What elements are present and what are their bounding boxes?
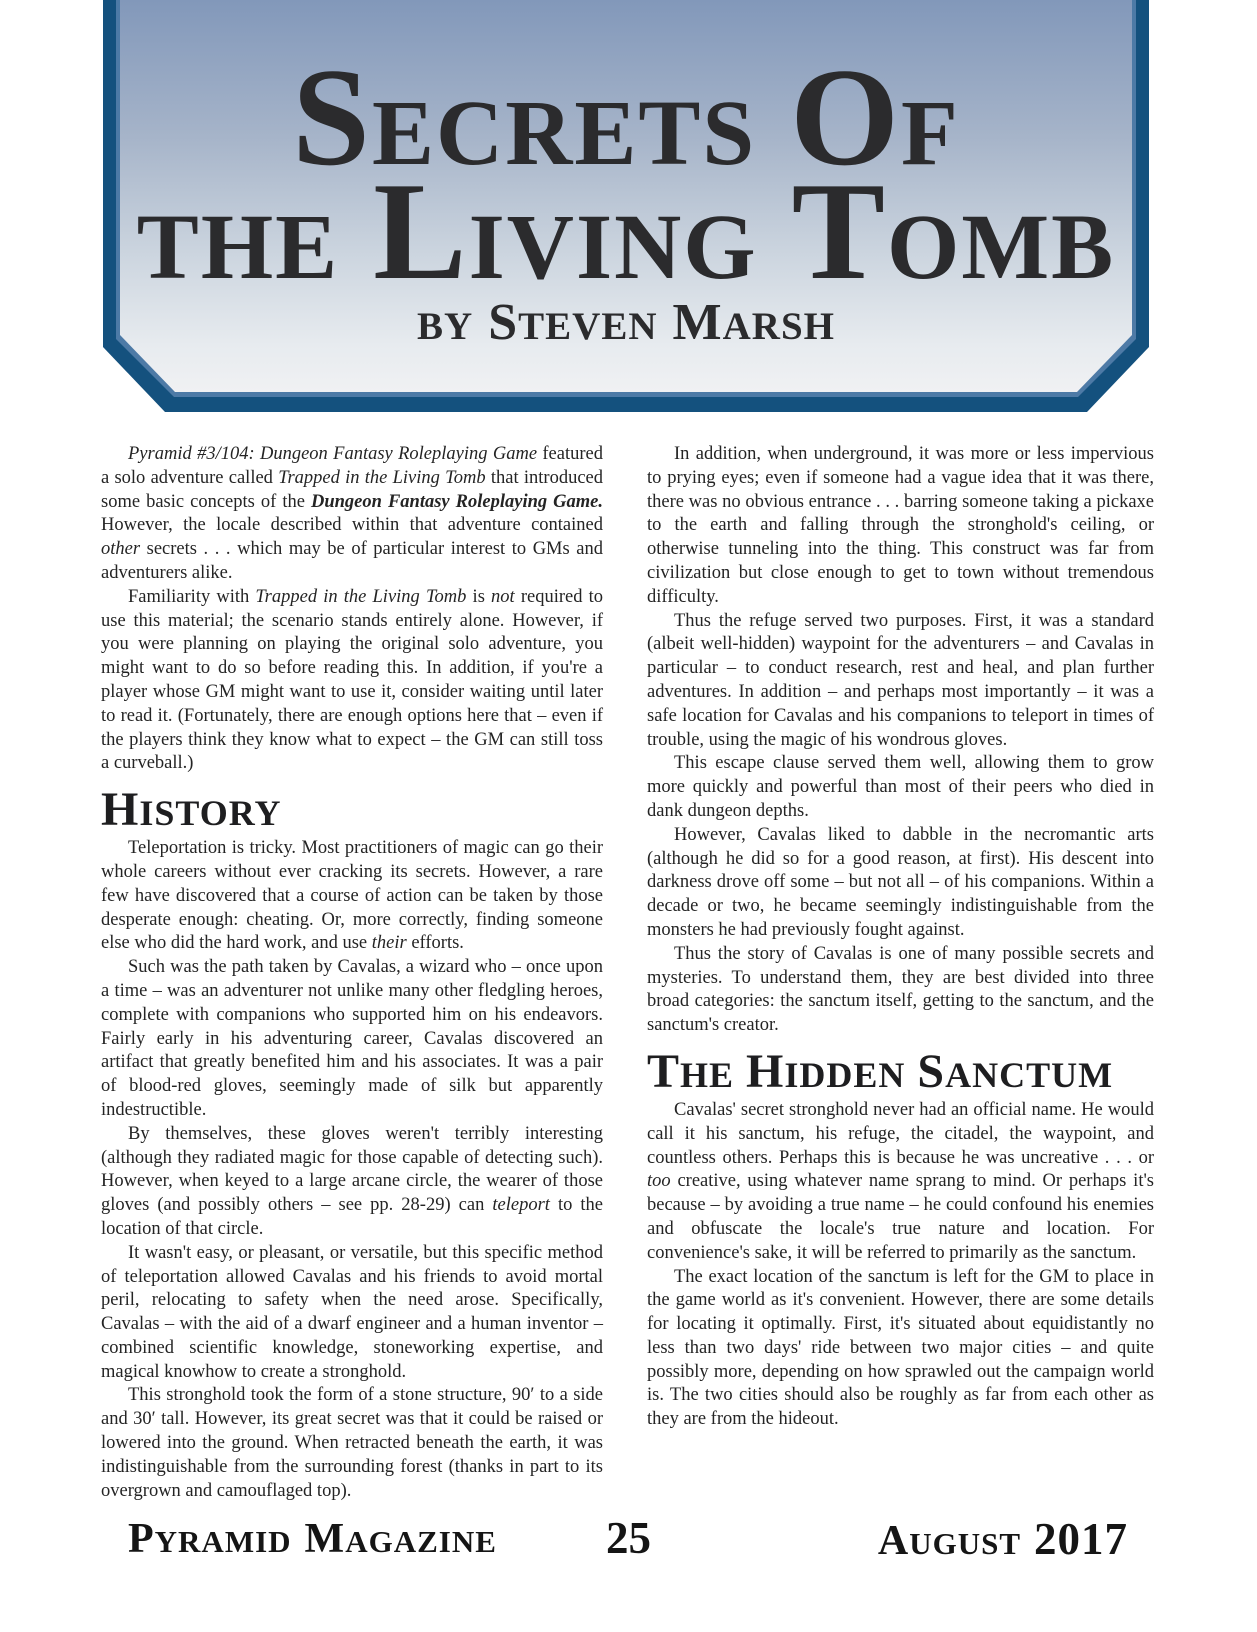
text-run: It wasn't easy, or pleasant, or versatile, but this specific method of teleportation allowed Cavalas and his friends to avoid mortal peril, relocating to safety when the need arose. Specifically, Cavalas – with the aid of a dwarf engineer and a human inventor – combined scientific knowledge, stoneworking expertise, and magical knowhow to create a stronghold. [101,1242,603,1382]
section-heading-the-hidden-sanctum [647,1044,1154,1098]
paragraph [647,752,1154,823]
title-text: THE [136,196,340,299]
paragraph [101,586,603,776]
page-number-text: 25 [606,1513,651,1563]
heading-word [917,1044,1114,1098]
text-run: their [371,933,407,954]
text-run: Dungeon Fantasy Roleplaying Game. [310,491,603,512]
text-run: other [101,539,141,560]
title-text: L [373,154,469,309]
text-run: The exact location of the sanctum is left for the GM to place in the game world as it's convenient. However, there are some details for locating it optimally. First, it's situated about equidistantly no less than two days' ride between two major cities – and quite possibly more, depending on how sprawled out the campaign world is. The two cities should also be roughly as far from each other as they are from the hideout. [647,1266,1154,1430]
text-run: This stronghold took the form of a stone structure, 90′ to a side and 30′ tall. However, its great secret was that it could be raised or lowered into the ground. When retracted beneath the earth, it was indistinguishable from the surrounding forest (thanks in part to its overgrown and camouflaged top). [101,1385,603,1501]
text-run: to the location of that circle. [101,1195,603,1239]
text-run: Familiarity with [128,586,256,607]
footer-word [305,1517,497,1561]
title-word [137,194,339,301]
footer-text: YRAMID [154,1524,292,1559]
text-run: secrets . . . which may be of particular interest to GMs and adventurers alike. [101,539,603,583]
text-run: too [647,1171,671,1192]
byline-text: ARSH [722,305,835,348]
paragraph [101,443,603,586]
footer-text: AGAZINE [345,1524,497,1559]
page-number [606,1513,651,1563]
footer-issue-date [877,1514,1128,1564]
footer-magazine-name [128,1517,497,1561]
text-run: Trapped in the Living Tomb [255,586,467,607]
heading-text: T [647,1044,681,1098]
text-run: Cavalas' secret stronghold never had an official name. He would call it his sanctum, his refuge, the citadel, the waypoint, and countless others. Perhaps this is because he was uncreative . . . or [647,1099,1154,1168]
title-text: IVING [468,196,758,299]
footer-word [128,1517,292,1561]
paragraph [101,837,603,956]
byline-word [672,294,835,351]
title-text: S [292,40,372,195]
title-text: T [791,154,888,309]
heading-text: IDDEN [784,1054,906,1095]
footer-text: 2017 [1034,1514,1128,1564]
byline-text: S [488,294,519,351]
title-text: ECRETS [372,82,757,185]
title-banner [103,0,1149,412]
text-run: However, the locale described within that adventure contained [101,515,603,536]
paragraph [647,943,1154,1038]
text-run: is [466,586,492,607]
footer-word [878,1519,1021,1563]
paragraph [101,1242,603,1385]
paragraph [647,610,1154,753]
footer-text: P [128,1516,155,1562]
footer-word [1034,1514,1128,1564]
title-text: F [901,82,960,185]
byline [103,294,1149,351]
byline-text: TEVEN [518,305,658,348]
byline-text: M [672,294,723,351]
text-run: efforts. [406,933,464,954]
paragraph [647,824,1154,943]
text-column-left [101,443,603,1503]
heading-word [101,783,282,837]
text-run: Such was the path taken by Cavalas, a wizard who – once upon a time – was an adventurer not unlike many other fledgling heroes, complete with companions who supported him on his endeavors. Fairly early in his adventuring career, Cavalas discovered an artifact that greatly benefited him and his associates. It was a pair of blood-red gloves, seemingly made of silk but apparently indestructible. [101,957,603,1120]
paragraph [647,443,1154,610]
text-run: This escape clause served them well, allowing them to grow more quickly and powerful than most of their peers who died in dank dungeon depths. [647,753,1154,821]
text-run: not [491,586,515,607]
paragraph [101,1384,603,1503]
heading-word [746,1044,906,1098]
text-run: featured a solo adventure called [101,444,603,488]
text-run: required to use this material; the scenario stands entirely alone. However, if you were planning on playing the original solo adventure, you might want to do so before reading this. In addition, if you're a player whose GM might want to use it, consider waiting until later to read it. (Fortunately, there are enough options here that – even if the players think they know what to expect – the GM can still toss a curveball.) [101,586,604,774]
section-heading-history [101,783,603,837]
byline-text: BY [417,305,474,348]
text-run: teleport [492,1195,550,1216]
paragraph [647,1266,1154,1433]
text-column-right [647,443,1154,1432]
text-run: By themselves, these gloves weren't terribly interesting (although they radiated magic for those capable of detecting such). However, when keyed to a large arcane circle, the wearer of those gloves (and possibly others – see pp. 28-29) can [101,1123,603,1216]
heading-text: H [746,1044,785,1098]
text-run: Trapped in the Living Tomb [278,467,486,488]
text-run: However, Cavalas liked to dabble in the necromantic arts (although he did so for a good reason, at first). His descent into darkness drove off some – but not all – of his companions. Within a decade or two, he became seemingly indistinguishable from the monsters he had previously fought against. [647,824,1154,940]
footer-text: UGUST [909,1526,1021,1561]
text-run: Thus the refuge served two purposes. First, it was a standard (albeit well-hidden) waypoint for the adventurers – and Cavalas in particular – to conduct research, rest and heal, and plan further adventures. In addition – and perhaps most importantly – it was a safe location for Cavalas and his companions to teleport in times of trouble, using the magic of his wondrous gloves. [647,610,1154,750]
heading-word [647,1044,735,1098]
title-word [791,154,1116,309]
paragraph [101,1123,603,1242]
heading-text: HE [680,1054,735,1095]
heading-text: H [101,783,140,837]
footer-text: A [877,1518,910,1564]
heading-text: ISTORY [139,793,282,834]
byline-word [488,294,658,351]
text-run: Pyramid #3/104: Dungeon Fantasy Roleplaying Game [128,444,538,464]
paragraph [101,956,603,1123]
text-run: In addition, when underground, it was more or less impervious to prying eyes; even if someone had a vague idea that it was there, there was no obvious entrance . . . barring someone taking a pickaxe to the earth and falling through the stronghold's ceiling, or otherwise tunneling into the thing. This construct was far from civilization but close enough to get to town without tremendous difficulty. [647,444,1154,607]
heading-text: ANCTUM [945,1054,1114,1095]
text-run: creative, using whatever name sprang to mind. Or perhaps it's because – by avoiding a true name – he could confound his enemies and obfuscate the locale's true nature and location. For convenience's sake, it will be referred to primarily as the sanctum. [647,1171,1154,1263]
text-run: Thus the story of Cavalas is one of many possible secrets and mysteries. To understand them, they are best divided into three broad categories: the sanctum itself, getting to the sanctum, and the sanctum's creator. [647,943,1154,1036]
footer-text: M [304,1516,346,1562]
text-run: Teleportation is tricky. Most practitioners of magic can go their whole careers without ever cracking its secrets. However, a rare few have discovered that a course of action can be taken by those desperate enough: cheating. Or, more correctly, finding someone else who did the hard work, and use [101,838,603,954]
byline-word [417,304,473,349]
article-title-line-2 [103,154,1149,309]
title-word [373,154,758,309]
title-text: O [790,40,902,195]
text-run: that introduced some basic concepts of the [101,467,603,512]
title-text: OMB [887,196,1116,299]
paragraph [647,1099,1154,1266]
heading-text: S [917,1044,946,1098]
